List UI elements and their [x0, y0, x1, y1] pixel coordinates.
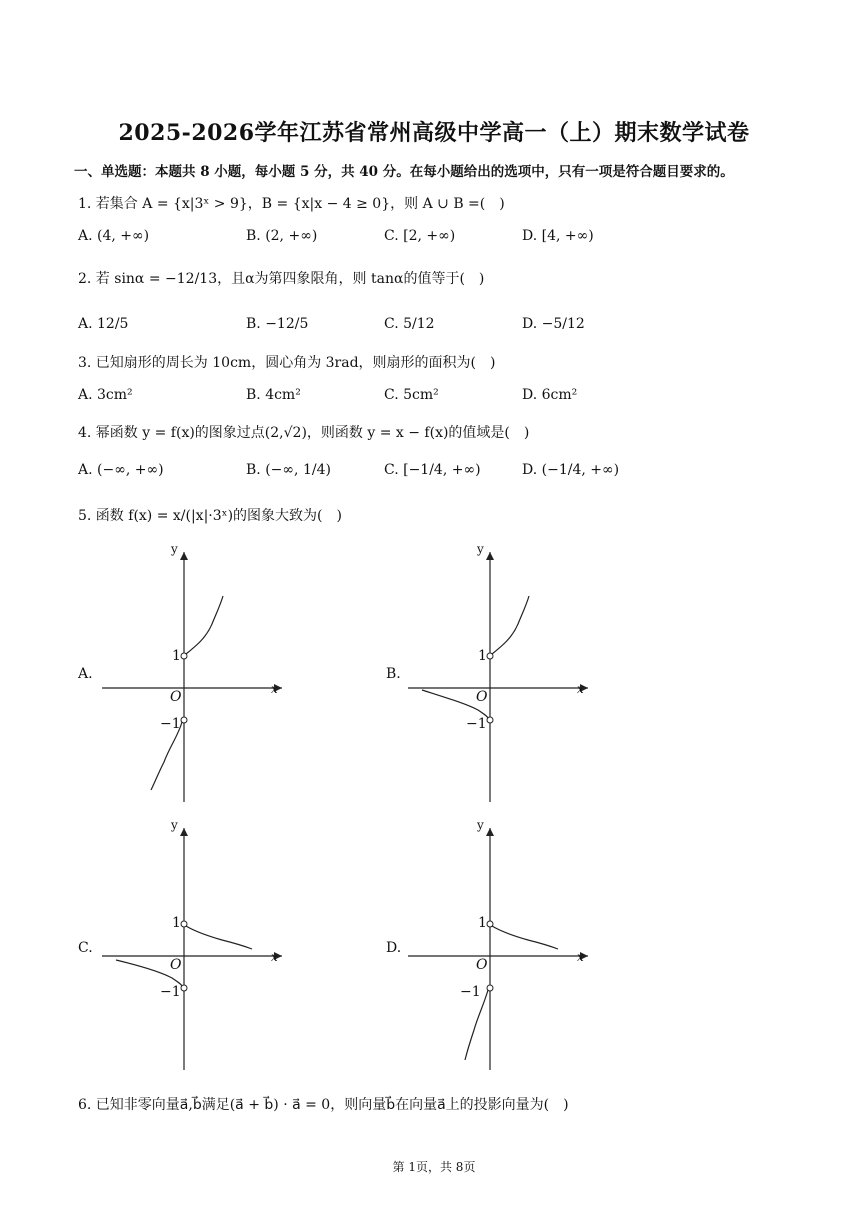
graph-d-y-label: y	[477, 818, 484, 832]
graph-a-origin: O	[170, 689, 182, 705]
graph-c-x-label: x	[271, 950, 278, 964]
graph-a-one: 1	[172, 648, 181, 664]
graph-b-y-label: y	[477, 542, 484, 556]
open-point-neg1	[487, 717, 493, 723]
curve-right	[492, 596, 529, 654]
question-5: 5. 函数 f(x) = x/(|x|·3ˣ)的图象大致为( )	[78, 508, 342, 524]
q4-option-c: C. [−1/4, +∞)	[384, 462, 481, 478]
q3-option-d: D. 6cm²	[522, 387, 578, 403]
open-point-neg1	[181, 985, 187, 991]
y-axis-arrow	[180, 552, 188, 560]
q3-option-c: C. 5cm²	[384, 387, 439, 403]
q4-option-d: D. (−1/4, +∞)	[522, 462, 620, 478]
q5-option-a: A.	[78, 666, 93, 682]
graph-a-y-label: y	[171, 542, 178, 556]
y-axis-arrow	[486, 552, 494, 560]
open-point-neg1	[181, 717, 187, 723]
open-point-1	[487, 921, 493, 927]
graph-c-origin: O	[170, 957, 182, 973]
question-2: 2. 若 sinα = −12/13，且α为第四象限角，则 tanα的值等于( )	[78, 271, 485, 287]
open-point-1	[181, 921, 187, 927]
y-axis-arrow	[486, 828, 494, 836]
curve-left	[465, 990, 488, 1060]
graph-a-x-label: x	[271, 682, 278, 696]
q5-option-d: D.	[386, 940, 402, 956]
graph-c-one: 1	[172, 915, 181, 931]
q5-option-b: B.	[386, 666, 401, 682]
curve-left	[151, 722, 182, 790]
graph-d-origin: O	[476, 957, 488, 973]
page-title: 2025-2026学年江苏省常州高级中学高一（上）期末数学试卷	[118, 120, 750, 146]
graph-c	[96, 816, 296, 1076]
graph-d-one: 1	[478, 915, 487, 931]
question-3: 3. 已知扇形的周长为 10cm，圆心角为 3rad，则扇形的面积为( )	[78, 355, 496, 371]
q1-option-a: A. (4, +∞)	[78, 228, 150, 244]
graph-b-neg-one: −1	[466, 716, 487, 732]
curve-right	[492, 926, 558, 949]
graph-b-one: 1	[478, 648, 487, 664]
q4-option-b: B. (−∞, 1/4)	[246, 462, 331, 478]
graph-b	[402, 540, 602, 805]
y-axis-arrow	[180, 828, 188, 836]
graph-a	[96, 540, 296, 805]
curve-right	[186, 926, 252, 949]
question-6: 6. 已知非零向量a⃗,b⃗满足(a⃗ + b⃗) · a⃗ = 0，则向量b⃗在向量a⃗上的投影向量为( )	[78, 1097, 569, 1113]
open-point-1	[181, 653, 187, 659]
graph-d-neg-one: −1	[460, 984, 481, 1000]
q2-option-c: C. 5/12	[384, 316, 435, 332]
section-header	[74, 160, 734, 180]
graph-c-y-label: y	[171, 818, 178, 832]
q5-option-c: C.	[78, 940, 93, 956]
q2-option-b: B. −12/5	[246, 316, 309, 332]
q2-option-a: A. 12/5	[78, 316, 129, 332]
question-4: 4. 幂函数 y = f(x)的图象过点(2,√2)，则函数 y = x − f(x)的值域是( )	[78, 425, 530, 441]
q1-option-c: C. [2, +∞)	[384, 228, 456, 244]
section-label: 一、单选题：	[74, 164, 155, 180]
graph-d-x-label: x	[577, 950, 584, 964]
section-text: 本题共 8 小题，每小题 5 分，共 40 分。在每小题给出的选项中，只有一项是符合题目要求的。	[155, 164, 734, 180]
q4-option-a: A. (−∞, +∞)	[78, 462, 164, 478]
q2-option-d: D. −5/12	[522, 316, 585, 332]
graph-b-origin: O	[476, 689, 488, 705]
q1-option-d: D. [4, +∞)	[522, 228, 594, 244]
graph-b-x-label: x	[577, 682, 584, 696]
graph-a-neg-one: −1	[160, 716, 181, 732]
open-point-neg1	[487, 985, 493, 991]
graph-d	[402, 816, 602, 1076]
page-footer: 第 1页，共 8页	[392, 1160, 476, 1174]
open-point-1	[487, 653, 493, 659]
q1-option-b: B. (2, +∞)	[246, 228, 318, 244]
q3-option-a: A. 3cm²	[78, 387, 133, 403]
question-1: 1. 若集合 A = {x|3ˣ > 9}，B = {x|x − 4 ≥ 0}，则 A ∪ B =( )	[78, 196, 505, 212]
q3-option-b: B. 4cm²	[246, 387, 301, 403]
curve-right	[186, 596, 223, 654]
graph-c-neg-one: −1	[160, 984, 181, 1000]
